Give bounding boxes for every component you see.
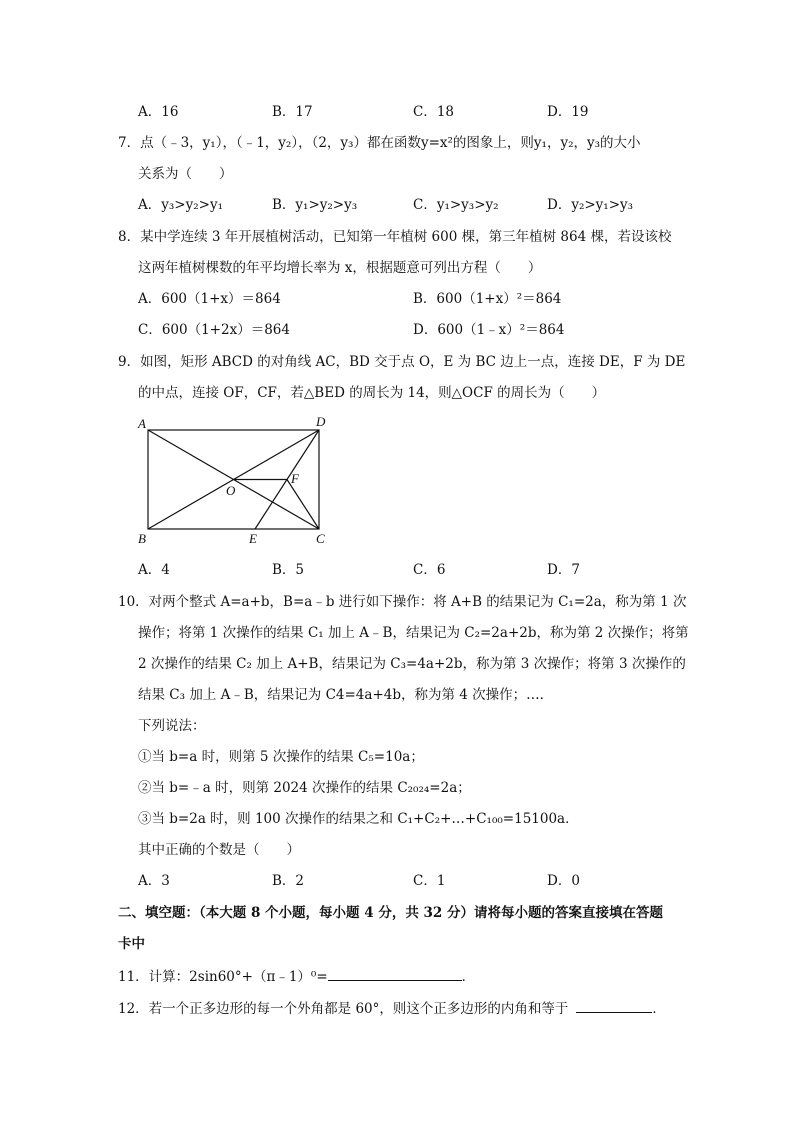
q7-option-c: C．y₁>y₃>y₂ [413, 197, 499, 213]
q10-line-3: 2 次操作的结果 C₂ 加上 A+B，结果记为 C₃=4a+2b，称为第 3 次操作；将第 3 次操作的 [138, 656, 686, 672]
q6-option-d: D．19 [547, 104, 589, 120]
q12-end: ． [652, 1001, 666, 1017]
section-2-heading-cont: 卡中 [118, 936, 145, 952]
q9-option-a: A．4 [138, 562, 170, 578]
q10-line-1: 10．对两个整式 A=a+b，B=a﹣b 进行如下操作：将 A+B 的结果记为 C₁=2a，称为第 1 次 [118, 594, 687, 610]
q7-line-1: 7．点（﹣3，y₁），（﹣1，y₂），（2，y₃）都在函数y=x²的图象上，则y₁，y₂，y₃的大小 [118, 135, 641, 151]
q8-line-2: 这两年植树棵数的年平均增长率为 x，根据题意可列出方程（ ） [138, 260, 542, 276]
q10-line-9: 其中正确的个数是（ ） [138, 842, 300, 858]
q9-rectangle-figure [130, 412, 340, 552]
q10-statement-1: ①当 b=a 时，则第 5 次操作的结果 C₅=10a； [138, 749, 424, 765]
label-b: B [138, 531, 146, 546]
q9-line-2: 的中点，连接 OF，CF，若△BED 的周长为 14，则△OCF 的周长为（ ） [138, 385, 606, 401]
q7-option-a: A．y₃>y₂>y₁ [138, 197, 223, 213]
q10-option-a: A．3 [138, 873, 170, 889]
q7-option-b: B．y₁>y₂>y₃ [272, 197, 358, 213]
label-f: F [291, 471, 299, 486]
q10-line-2: 操作；将第 1 次操作的结果 C₁ 加上 A﹣B，结果记为 C₂=2a+2b，称为第 2 次操作；将第 [138, 625, 689, 641]
q6-option-b: B．17 [272, 104, 313, 120]
q9-option-b: B．5 [272, 562, 305, 578]
q11-line [118, 966, 475, 986]
q10-option-c: C．1 [413, 873, 446, 889]
q10-line-4: 结果 C₃ 加上 A﹣B，结果记为 C4=4a+4b，称为第 4 次操作；…． [138, 687, 554, 703]
q10-line-5: 下列说法： [138, 718, 206, 734]
label-c: C [316, 531, 325, 546]
q11-answer-blank[interactable] [328, 966, 462, 981]
label-e: E [249, 531, 257, 546]
q8-option-c: C．600（1+2x）＝864 [138, 322, 290, 338]
q10-statement-3: ③当 b=2a 时，则 100 次操作的结果之和 C₁+C₂+…+C₁₀₀=15100a． [138, 811, 579, 827]
q8-option-a: A．600（1+x）＝864 [138, 291, 281, 307]
q7-line-2: 关系为（ ） [138, 166, 233, 182]
segment-cf [287, 480, 319, 530]
q12-answer-blank[interactable] [576, 998, 652, 1013]
q9-option-c: C．6 [413, 562, 446, 578]
q11-end: ． [461, 969, 476, 985]
label-d: D [316, 414, 326, 429]
q8-line-1: 8．某中学连续 3 年开展植树活动，已知第一年植树 600 棵，第三年植树 864 棵，若设该校 [118, 229, 672, 245]
q8-option-d: D．600（1﹣x）²＝864 [413, 322, 565, 338]
q10-option-b: B．2 [272, 873, 305, 889]
q8-option-b: B．600（1+x）²＝864 [413, 291, 562, 307]
q9-option-d: D．7 [547, 562, 580, 578]
label-o: O [226, 483, 236, 498]
q12-line [118, 998, 666, 1018]
q6-option-a: A．16 [138, 104, 179, 120]
label-a: A [138, 416, 146, 431]
q10-statement-2: ②当 b=﹣a 时，则第 2024 次操作的结果 C₂₀₂₄=2a； [138, 780, 471, 796]
q10-option-d: D．0 [547, 873, 580, 889]
q7-option-d: D．y₂>y₁>y₃ [547, 197, 634, 213]
q6-option-c: C．18 [413, 104, 455, 120]
q11-text: 11．计算：2sin60°+（π﹣1）⁰= [118, 969, 328, 985]
q9-line-1: 9．如图，矩形 ABCD 的对角线 AC，BD 交于点 O，E 为 BC 边上一点，连接 DE，F 为 DE [118, 354, 686, 370]
section-2-heading: 二、填空题：（本大题 8 个小题，每小题 4 分，共 32 分）请将每小题的答案直接填在答题 [118, 905, 664, 921]
q12-text: 12．若一个正多边形的每一个外角都是 60°，则这个正多边形的内角和等于 [118, 1001, 569, 1017]
